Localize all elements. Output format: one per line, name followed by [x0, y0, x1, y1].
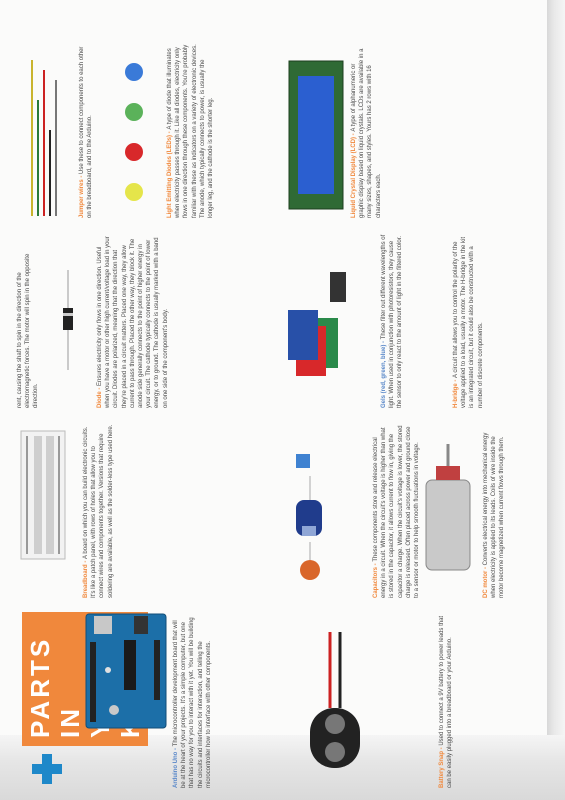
capacitors-image	[286, 428, 366, 588]
column-1	[12, 612, 542, 790]
cell-jumpers-leds	[12, 42, 274, 220]
column-3	[12, 232, 542, 410]
breadboard-text: Breadboard - A board on which you can build electronic circuits. It's like a patch panel, with rows of holes that allow you to connect wires and components together. Versions that require soldering are available, as well as the solder-less type used here.	[83, 424, 114, 598]
lcd-text: Liquid Crystal Display (LCD) - A type of alphanumeric or graphic display based on liquid crystals. LCDs are available in a many sizes, shapes, and styles. Yours has 2 rows with 16 characters each.	[351, 48, 382, 218]
column-2	[12, 422, 542, 600]
jumper-wires-text: Jumper wires - Use these to connect components to each other on the breadboard, and to the Arduino.	[79, 46, 94, 218]
diode-image	[58, 270, 78, 370]
capacitors-text: Capacitors - These components store and release electrical energy in a circuit. When the circuit's voltage is higher than what is stored in the capacitor, it allows current to flow in, giving the capacitor a charge. When the circuit's voltage is lower, the stored charge is released. Often placed across power and ground close to a sensor or motor to help smooth fluctuations in voltage.	[373, 425, 421, 598]
cell-title	[12, 612, 274, 790]
lcd-image	[288, 60, 344, 210]
leds-image	[112, 50, 162, 210]
rotated-sheet	[12, 30, 542, 790]
diode-text: Diode - Ensures electricity only flows in one direction. Useful when you have a motor or other high current/voltage load in your circuit. Diodes are polarized, meaning that the direction that they're placed in a circuit matters. Placed one way, they allow current to pass through. Placed the other way, they block it. The anode side generally connects to the point of higher energy in your circuit. The cathode typically connects to the point of lower energy, or to ground. The cathode is usually marked with a band on one side of the component's body.	[97, 236, 169, 408]
breadboard-image	[20, 430, 66, 560]
cell-breadboard	[12, 422, 274, 600]
gels-text: Gels (red, green, blue) - These filter out different wavelengths of light. When used in conjunction with photoresistors, they cause the sensor to only react to the amount of light in the filtered color.	[381, 234, 404, 408]
scan-edge	[547, 0, 565, 800]
page-title: PARTS IN	[25, 636, 85, 738]
led-text: Light Emitting Diodes (LEDs) - A type of diode that illuminates when electricity passes through it. Like all diodes, electricity only flows in one direction through these components. You're probably familiar with these as indicators on a variety of electronic devices. The anode, which typically connects to power, is usually the longer leg, and the cathode is the shorter leg.	[167, 44, 215, 218]
cell-capacitors	[280, 422, 542, 600]
arduino-image	[84, 612, 168, 730]
cell-motor-hbridge-lcd	[280, 42, 542, 220]
arduino-text: Arduino Uno - The microcontroller development board that will be at the heart of your projects. It's a simple computer, but one that has no way for you to interact with it yet. You will be building the circuits and interfaces for interaction, and telling the microcontroller how to interface with other components.	[173, 617, 212, 788]
dc-motor-text: DC motor - Converts electrical energy into mechanical energy when electricity is applied to its leads. Coils of wire inside the motor become magnetized when current flows through them.	[483, 432, 506, 598]
cell-gels	[280, 232, 542, 410]
gels-image	[284, 262, 374, 382]
h-bridge-text: H-bridge - A circuit that allows you to control the polarity of the voltage applied to a load, usually a motor. The H-bridge in the kit is an integrated circuit, but it could also be constructed with a number of discrete components.	[453, 237, 484, 408]
cell-diode	[12, 232, 274, 410]
battery-snap-image	[300, 630, 370, 770]
battery-snap-text: Battery Snap - Used to connect a 9V battery to power leads that can be easily plugged into a breadboard or your Arduino.	[439, 615, 454, 788]
diode-top-text: rent, causing the shaft to spin in the direction of the electromagnetic forces. The motor will spin in the opposite direction.	[17, 253, 40, 408]
plus-icon	[32, 754, 62, 784]
jumper-wires-image	[12, 42, 72, 220]
cell-battery-snap	[280, 612, 542, 790]
column-4	[12, 42, 542, 220]
